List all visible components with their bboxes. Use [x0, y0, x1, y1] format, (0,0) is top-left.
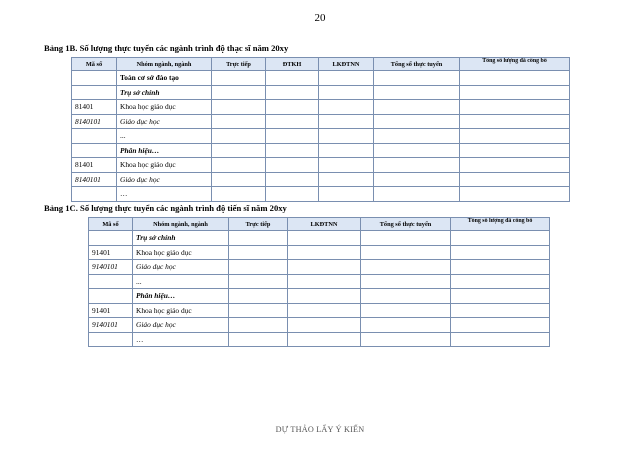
cell-empty — [460, 114, 570, 129]
cell-empty — [288, 245, 361, 260]
table-row — [72, 85, 570, 100]
cell-name: Khoa học giáo dục — [133, 303, 229, 318]
table-row — [89, 274, 550, 289]
cell-empty — [460, 187, 570, 202]
cell-name: Giáo dục học — [117, 114, 212, 129]
cell-empty — [451, 231, 550, 246]
cell-empty — [266, 71, 319, 86]
table-row — [89, 231, 550, 246]
cell-name: ... — [117, 129, 212, 144]
cell-empty — [229, 289, 288, 304]
header-ma-so: Mã số — [72, 58, 117, 71]
cell-empty — [266, 129, 319, 144]
cell-empty — [212, 129, 266, 144]
table-row — [72, 172, 570, 187]
header-dtkh: ĐTKH — [266, 58, 319, 71]
table-row — [72, 71, 570, 86]
page-number: 20 — [314, 12, 326, 24]
cell-code — [89, 274, 133, 289]
cell-name: Trụ sở chính — [117, 85, 212, 100]
table-row — [89, 332, 550, 347]
cell-empty — [319, 187, 374, 202]
cell-empty — [460, 143, 570, 158]
cell-name: Khoa học giáo dục — [133, 245, 229, 260]
cell-empty — [266, 114, 319, 129]
cell-empty — [266, 172, 319, 187]
header-nhom-nganh: Nhóm ngành, ngành — [133, 218, 229, 231]
table-row — [89, 260, 550, 275]
cell-empty — [288, 260, 361, 275]
cell-empty — [229, 318, 288, 333]
table-row — [72, 114, 570, 129]
cell-empty — [288, 332, 361, 347]
cell-empty — [288, 303, 361, 318]
cell-code — [89, 231, 133, 246]
header-truc-tiep: Trực tiếp — [229, 218, 288, 231]
cell-name: Giáo dục học — [133, 260, 229, 275]
cell-name: … — [117, 187, 212, 202]
header-lkdtnn: LKĐTNN — [288, 218, 361, 231]
cell-empty — [361, 303, 451, 318]
cell-empty — [229, 274, 288, 289]
table-row — [89, 318, 550, 333]
cell-empty — [460, 172, 570, 187]
cell-empty — [374, 71, 460, 86]
cell-empty — [451, 289, 550, 304]
cell-empty — [288, 318, 361, 333]
cell-empty — [266, 143, 319, 158]
table-row — [72, 158, 570, 173]
cell-name: Phân hiệu… — [117, 143, 212, 158]
table-row — [72, 129, 570, 144]
cell-empty — [451, 260, 550, 275]
cell-empty — [266, 158, 319, 173]
table-1b-header-row — [72, 58, 570, 71]
cell-code: 91401 — [89, 303, 133, 318]
cell-empty — [212, 71, 266, 86]
cell-name: Khoa học giáo dục — [117, 158, 212, 173]
cell-empty — [374, 114, 460, 129]
cell-empty — [212, 172, 266, 187]
table-1b — [71, 57, 570, 202]
header-truc-tiep: Trực tiếp — [212, 58, 266, 71]
header-lkdtnn: LKĐTNN — [319, 58, 374, 71]
cell-empty — [361, 245, 451, 260]
cell-name: Giáo dục học — [133, 318, 229, 333]
cell-empty — [229, 332, 288, 347]
cell-empty — [460, 71, 570, 86]
cell-empty — [460, 100, 570, 115]
cell-empty — [361, 289, 451, 304]
table-row — [72, 143, 570, 158]
cell-empty — [361, 274, 451, 289]
cell-empty — [319, 129, 374, 144]
table-row — [72, 100, 570, 115]
cell-empty — [266, 187, 319, 202]
cell-name: Toàn cơ sở đào tạo — [117, 71, 212, 86]
cell-empty — [266, 85, 319, 100]
cell-empty — [288, 231, 361, 246]
cell-empty — [374, 143, 460, 158]
table-row — [89, 303, 550, 318]
cell-code — [89, 289, 133, 304]
cell-code: 81401 — [72, 158, 117, 173]
cell-empty — [212, 158, 266, 173]
header-nhom-nganh: Nhóm ngành, ngành — [117, 58, 212, 71]
table-1b-caption: Bảng 1B. Số lượng thực tuyển các ngành trình độ thạc sĩ năm 20xy — [44, 43, 289, 53]
header-tong-so-thuc-tuyen: Tổng số thực tuyển — [374, 58, 460, 71]
cell-empty — [266, 100, 319, 115]
cell-empty — [361, 231, 451, 246]
cell-code — [72, 85, 117, 100]
cell-empty — [319, 172, 374, 187]
cell-empty — [361, 260, 451, 275]
cell-code — [89, 332, 133, 347]
cell-empty — [451, 318, 550, 333]
header-tong-so-luong-cong-bo: Tổng số lượng đã công bố — [451, 218, 550, 231]
table-row — [89, 289, 550, 304]
cell-empty — [229, 260, 288, 275]
table-row — [72, 187, 570, 202]
cell-empty — [451, 245, 550, 260]
cell-code: 8140101 — [72, 114, 117, 129]
cell-name: Giáo dục học — [117, 172, 212, 187]
cell-empty — [319, 71, 374, 86]
cell-empty — [374, 129, 460, 144]
cell-empty — [319, 85, 374, 100]
table-row — [89, 245, 550, 260]
cell-code: 9140101 — [89, 260, 133, 275]
cell-empty — [229, 303, 288, 318]
cell-empty — [212, 114, 266, 129]
cell-empty — [451, 303, 550, 318]
cell-empty — [212, 100, 266, 115]
table-1c-caption: Bảng 1C. Số lượng thực tuyển các ngành trình độ tiến sĩ năm 20xy — [44, 203, 287, 213]
cell-empty — [460, 85, 570, 100]
cell-empty — [361, 318, 451, 333]
cell-empty — [288, 274, 361, 289]
cell-empty — [361, 332, 451, 347]
cell-empty — [288, 289, 361, 304]
header-tong-so-luong-cong-bo: Tổng số lượng đã công bố — [460, 58, 570, 71]
cell-empty — [374, 100, 460, 115]
cell-empty — [451, 274, 550, 289]
cell-name: Phân hiệu… — [133, 289, 229, 304]
cell-name: ... — [133, 274, 229, 289]
cell-empty — [374, 85, 460, 100]
cell-empty — [374, 172, 460, 187]
cell-name: Trụ sở chính — [133, 231, 229, 246]
table-1c-header-row — [89, 218, 550, 231]
cell-empty — [460, 158, 570, 173]
cell-code — [72, 129, 117, 144]
cell-code: 8140101 — [72, 172, 117, 187]
cell-code — [72, 187, 117, 202]
cell-name: … — [133, 332, 229, 347]
cell-empty — [374, 187, 460, 202]
cell-code — [72, 71, 117, 86]
cell-empty — [319, 143, 374, 158]
table-1c — [88, 217, 550, 347]
cell-empty — [212, 85, 266, 100]
cell-empty — [460, 129, 570, 144]
cell-code: 81401 — [72, 100, 117, 115]
cell-empty — [319, 114, 374, 129]
cell-empty — [319, 100, 374, 115]
cell-empty — [451, 332, 550, 347]
draft-watermark-footer: DỰ THẢO LẤY Ý KIẾN — [275, 425, 365, 434]
cell-empty — [374, 158, 460, 173]
cell-code — [72, 143, 117, 158]
cell-empty — [229, 245, 288, 260]
cell-name: Khoa học giáo dục — [117, 100, 212, 115]
cell-empty — [212, 187, 266, 202]
cell-empty — [212, 143, 266, 158]
header-tong-so-thuc-tuyen: Tổng số thực tuyển — [361, 218, 451, 231]
cell-empty — [319, 158, 374, 173]
header-ma-so: Mã số — [89, 218, 133, 231]
cell-code: 91401 — [89, 245, 133, 260]
cell-empty — [229, 231, 288, 246]
cell-code: 9140101 — [89, 318, 133, 333]
